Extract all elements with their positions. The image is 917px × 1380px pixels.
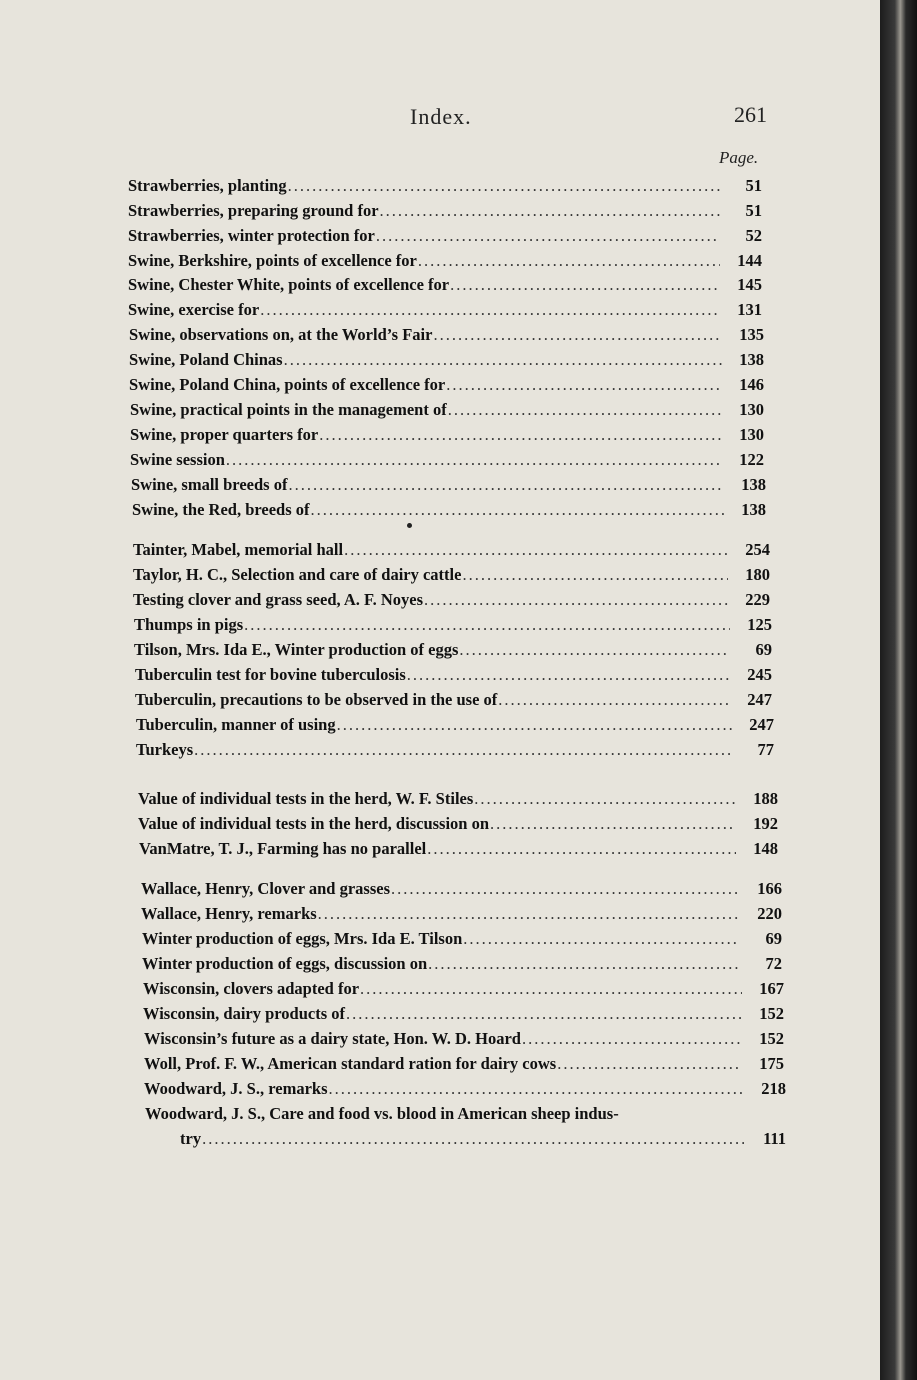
index-entry-page: 146 [739, 375, 764, 394]
dot-leader [391, 879, 740, 899]
dot-leader [202, 1129, 744, 1149]
dot-leader [344, 540, 728, 560]
index-entry-page: 130 [739, 400, 764, 419]
index-entry [144, 1054, 784, 1078]
index-entry [129, 375, 764, 399]
dot-leader [474, 789, 736, 809]
index-entry-text: Tilson, Mrs. Ida E., Winter production of eggs [134, 640, 459, 659]
index-entry [130, 400, 764, 424]
index-entry-text: Winter production of eggs, Mrs. Ida E. Tilson [142, 929, 463, 948]
dot-leader [244, 615, 730, 635]
index-entry [133, 565, 770, 589]
index-entry-page: 145 [737, 275, 762, 294]
index-entry [133, 590, 770, 614]
dot-leader [288, 176, 720, 196]
dot-leader [446, 375, 722, 395]
index-entry [138, 789, 778, 813]
dot-leader [376, 226, 720, 246]
dot-leader [226, 450, 722, 470]
index-entry-page: 229 [745, 590, 770, 609]
dot-leader [490, 814, 736, 834]
dot-leader [498, 690, 730, 710]
dot-leader [346, 1004, 742, 1024]
dot-leader [284, 350, 722, 370]
index-entry-text: Wallace, Henry, remarks [141, 904, 317, 923]
index-entry-text: Swine, small breeds of [131, 475, 288, 494]
index-entry-text: Winter production of eggs, discussion on [142, 954, 428, 973]
dot-leader [450, 275, 720, 295]
index-entry-text: VanMatre, T. J., Farming has no parallel [139, 839, 427, 858]
index-entry [141, 879, 782, 903]
dot-leader [194, 740, 732, 760]
index-entry-page: 175 [759, 1054, 784, 1073]
index-entry-text: Wisconsin’s future as a dairy state, Hon. W. D. Hoard [144, 1029, 521, 1048]
index-entry [128, 201, 762, 225]
index-entry-text: Tuberculin, precautions to be observed in the use of [135, 690, 498, 709]
dot-leader [318, 904, 740, 924]
index-entry [130, 450, 764, 474]
index-entry-text: Swine, Poland Chinas [129, 350, 283, 369]
index-entry-page: 220 [757, 904, 782, 923]
dot-leader [288, 475, 724, 495]
index-entry-page: 254 [745, 540, 770, 559]
index-entry-page: 131 [737, 300, 762, 319]
index-entry [135, 665, 772, 689]
index-entry [136, 715, 774, 739]
index-entry [130, 425, 764, 449]
index-entry-page: 138 [741, 475, 766, 494]
dot-leader [459, 640, 730, 660]
page-number: 261 [734, 102, 767, 127]
index-entry [129, 350, 764, 374]
index-entry-page: 167 [759, 979, 784, 998]
index-entry-text: Turkeys [136, 740, 194, 759]
dot-leader [407, 665, 730, 685]
dot-leader [448, 400, 722, 420]
book-edge [880, 0, 917, 1380]
index-entry-page: 192 [753, 814, 778, 833]
index-entry [143, 1004, 784, 1028]
index-entry [142, 929, 782, 953]
dot-leader [557, 1054, 742, 1074]
page-column-label: Page. [719, 148, 759, 167]
index-entry-text: try [180, 1129, 202, 1148]
dot-leader [463, 929, 740, 949]
dot-leader [329, 1079, 745, 1099]
index-entry-text: Swine, observations on, at the World’s Fair [129, 325, 433, 344]
index-entry-text: Value of individual tests in the herd, W. F. Stiles [138, 789, 474, 808]
index-entry [144, 1079, 786, 1103]
index-entry-text: Woodward, J. S., remarks [144, 1079, 328, 1098]
dot-leader [360, 979, 742, 999]
index-entry-page: 52 [745, 226, 762, 245]
index-entry [131, 475, 766, 499]
index-entry-text: Strawberries, winter protection for [128, 226, 375, 245]
dot-leader [433, 325, 722, 345]
index-entry-text: Swine, practical points in the management of [130, 400, 447, 419]
index-entry [129, 325, 764, 349]
index-entry [135, 690, 772, 714]
index-entry-text: Wallace, Henry, Clover and grasses [141, 879, 391, 898]
index-entry-text: Taylor, H. C., Selection and care of dairy cattle [133, 565, 462, 584]
index-entry-first-line: Woodward, J. S., Care and food vs. blood in American sheep indus- [145, 1104, 619, 1123]
index-entry-page: 247 [749, 715, 774, 734]
dot-leader [319, 425, 722, 445]
index-entry-page: 138 [741, 500, 766, 519]
index-entry [144, 1029, 784, 1053]
index-entry-page: 51 [745, 176, 762, 195]
index-entry-page: 72 [765, 954, 782, 973]
index-entry-page: 69 [755, 640, 772, 659]
index-entry-text: Tuberculin, manner of using [136, 715, 336, 734]
index-entry-page: 247 [747, 690, 772, 709]
index-entry-page: 245 [747, 665, 772, 684]
index-entry-page: 69 [765, 929, 782, 948]
dot-leader [428, 954, 740, 974]
index-entry-text: Strawberries, preparing ground for [128, 201, 379, 220]
index-entry [134, 640, 772, 664]
index-entry [132, 500, 766, 524]
dot-leader [260, 300, 720, 320]
index-entry [180, 1129, 786, 1153]
index-entry-text: Testing clover and grass seed, A. F. Noyes [133, 590, 423, 609]
dot-leader [380, 201, 720, 221]
index-entry-page: 130 [739, 425, 764, 444]
index-entry [134, 615, 772, 639]
index-entry [128, 226, 762, 250]
index-entry-page: 218 [761, 1079, 786, 1098]
index-entry-page: 135 [739, 325, 764, 344]
index-entry-text: Value of individual tests in the herd, discussion on [138, 814, 490, 833]
dot-leader [424, 590, 728, 610]
index-entry-text: Tainter, Mabel, memorial hall [133, 540, 344, 559]
index-entry-text: Swine, Chester White, points of excellence for [128, 275, 450, 294]
index-entry-page: 138 [739, 350, 764, 369]
index-entry [143, 979, 784, 1003]
index-entry [128, 300, 762, 324]
index-entry-page: 188 [753, 789, 778, 808]
index-entry [141, 904, 782, 928]
dot-leader [311, 500, 724, 520]
index-entry-page: 180 [745, 565, 770, 584]
index-entry [133, 540, 770, 564]
index-entry-page: 148 [753, 839, 778, 858]
index-entry-page: 111 [763, 1129, 786, 1148]
index-entry-page: 51 [745, 201, 762, 220]
index-entry [128, 275, 762, 299]
index-entry [136, 740, 774, 764]
dot-leader [337, 715, 732, 735]
index-entry-text: Swine, Poland China, points of excellence for [129, 375, 446, 394]
index-entry-text: Swine, the Red, breeds of [132, 500, 310, 519]
dot-leader [418, 251, 720, 271]
index-entry-page: 125 [747, 615, 772, 634]
index-entry-page: 122 [739, 450, 764, 469]
index-entry [142, 954, 782, 978]
index-entry-page: 166 [757, 879, 782, 898]
index-entry-text: Swine, proper quarters for [130, 425, 319, 444]
index-entry-text: Woll, Prof. F. W., American standard ration for dairy cows [144, 1054, 557, 1073]
index-entry [128, 176, 762, 200]
index-entry-text: Wisconsin, clovers adapted for [143, 979, 360, 998]
index-entry-page: 77 [757, 740, 774, 759]
index-entry-text: Swine, exercise for [128, 300, 260, 319]
index-entry-text: Strawberries, planting [128, 176, 287, 195]
index-entry [138, 814, 778, 838]
index-entry-text: Wisconsin, dairy products of [143, 1004, 346, 1023]
index-entry-text: Swine session [130, 450, 225, 469]
dot-leader [522, 1029, 742, 1049]
running-header-title: Index. [410, 104, 472, 129]
index-entry-text: Thumps in pigs [134, 615, 244, 634]
index-entry-page: 152 [759, 1004, 784, 1023]
index-entry-page: 144 [737, 251, 762, 270]
index-entry-page: 152 [759, 1029, 784, 1048]
dot-leader [427, 839, 736, 859]
index-entry-text: Tuberculin test for bovine tuberculosis [135, 665, 406, 684]
dot-leader [462, 565, 728, 585]
index-entry [128, 251, 762, 275]
index-entry [139, 839, 778, 863]
index-entry-text: Swine, Berkshire, points of excellence for [128, 251, 417, 270]
